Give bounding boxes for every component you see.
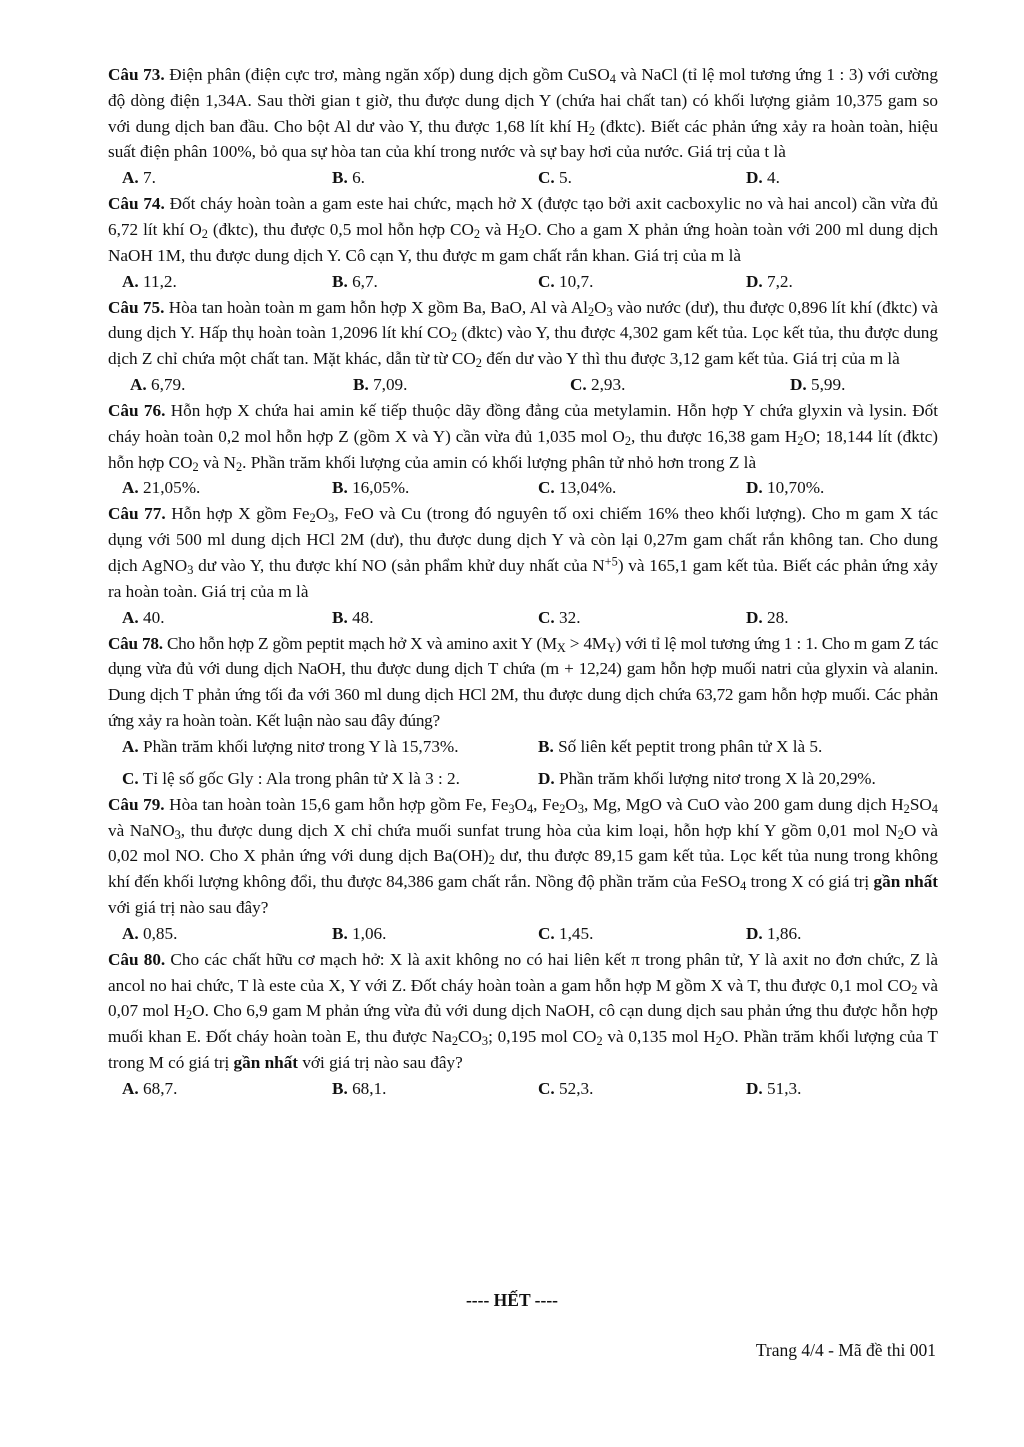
page-footer: Trang 4/4 - Mã đề thi 001 (755, 1340, 936, 1360)
option-d[interactable]: D. 1,86. (746, 923, 802, 943)
question-number: Câu 79. (108, 794, 165, 814)
question-77 (108, 501, 938, 630)
question-number: Câu 73. (108, 65, 165, 84)
exam-page (108, 62, 938, 1102)
option-d[interactable]: D. 51,3. (746, 1078, 802, 1098)
question-body: Điện phân (điện cực trơ, màng ngăn xốp) dung dịch gồm CuSO$_4$ và NaCl (tỉ lệ mol tương ứng 1 : 3) với cường độ dòng điện 1,34A. Sau thời gian t giờ, thu được dung dịch Y (chứa hai chất tan) có khối lượng giảm 10,375 gam so với dung dịch ban đầu. Cho bột Al dư vào Y, thu được 1,68 lít khí $H_2$ (đktc). Biết các phản ứng xảy ra hoàn toàn, hiệu suất điện phân 100%, bỏ qua sự hòa tan của khí trong nước và sự bay hơi của nước. Giá trị của t là (108, 65, 938, 162)
answer-options (108, 269, 938, 295)
question-75 (108, 295, 938, 398)
option-a[interactable]: A. 21,05%. (122, 478, 201, 498)
question-number: Câu 76. (108, 400, 166, 420)
option-a[interactable]: A. 40. (122, 607, 165, 627)
question-number: Câu 74. (108, 194, 165, 214)
question-body: Hòa tan hoàn toàn m gam hỗn hợp X gồm Ba, BaO, Al và $Al_2O_3$ vào nước (dư), thu được 0,896 lít khí (đktc) và dung dịch Y. Hấp thụ hoàn toàn 1,2096 lít khí $CO_2$ (đktc) vào Y, thu được 4,302 gam kết tủa. Lọc kết tủa, thu được dung dịch Z chỉ chứa một chất tan. Mặt khác, dẫn từ từ $CO_2$ đến dư vào Y thì thu được 3,12 gam kết tủa. Giá trị của m là (108, 297, 938, 371)
question-74 (108, 191, 938, 294)
answer-options (108, 605, 938, 631)
question-80 (108, 947, 938, 1102)
option-b[interactable]: B. 6,7. (332, 271, 378, 291)
option-a[interactable]: A. 11,2. (122, 271, 177, 291)
question-number: Câu 78. (108, 633, 163, 653)
option-b[interactable]: B. 6. (332, 168, 365, 188)
option-a[interactable]: A. 68,7. (122, 1078, 178, 1098)
option-c[interactable]: C. 2,93. (570, 374, 626, 394)
question-number: Câu 75. (108, 297, 165, 317)
question-body: Cho các chất hữu cơ mạch hở: X là axit không no có hai liên kết π trong phân tử, Y là axit no đơn chức, Z là ancol no hai chức, T là este của X, Y với Z. Đốt cháy hoàn toàn a gam hỗn hợp M gồm X và T, thu được 0,1 mol $CO_2$ và 0,07 mol $H_2O$. Cho 6,9 gam M phản ứng vừa đủ với dung dịch NaOH, cô cạn dung dịch sau phản ứng thu được hỗn hợp muối khan E. Đốt cháy hoàn toàn E, thu được $Na_2CO_3$; 0,195 mol $CO_2$ và 0,135 mol $H_2O$. Phần trăm khối lượng của T trong M có giá trị gần nhất với giá trị nào sau đây? (108, 949, 939, 1072)
option-d[interactable]: D. 28. (746, 607, 789, 627)
question-76 (108, 398, 938, 501)
option-b[interactable]: B. 68,1. (332, 1078, 387, 1098)
option-b[interactable]: B. Số liên kết peptit trong phân tử X là 5. (538, 736, 823, 756)
answer-options-row-2 (108, 766, 938, 792)
answer-options (108, 165, 938, 191)
question-73 (108, 62, 938, 191)
answer-options-row-1 (108, 734, 938, 766)
option-c[interactable]: C. 10,7. (538, 271, 594, 291)
option-c[interactable]: C. 13,04%. (538, 478, 617, 498)
question-body: Cho hỗn hợp Z gồm peptit mạch hở X và amino axit Y $(M_X > 4M_Y)$ với tỉ lệ mol tương ứng 1 : 1. Cho m gam Z tác dụng vừa đủ với dung dịch NaOH, thu được dung dịch T chứa (m + 12,24) gam hỗn hợp muối natri của glyxin và alanin. Dung dịch T phản ứng tối đa với 360 ml dung dịch HCl 2M, thu được dung dịch chứa 63,72 gam hỗn hợp muối. Các phản ứng xảy ra hoàn toàn. Kết luận nào sau đây đúng? (108, 633, 939, 730)
option-c[interactable]: C. 1,45. (538, 923, 594, 943)
option-d[interactable]: D. 5,99. (790, 374, 846, 394)
question-number: Câu 77. (108, 504, 166, 524)
option-a[interactable]: A. 6,79. (130, 374, 186, 394)
option-a[interactable]: A. 7. (122, 168, 156, 188)
question-body: Đốt cháy hoàn toàn a gam este hai chức, mạch hở X (được tạo bởi axit cacboxylic no và hai ancol) cần vừa đủ 6,72 lít khí $O_2$ (đktc), thu được 0,5 mol hỗn hợp $CO_2$ và $H_2O$. Cho a gam X phản ứng hoàn toàn với 200 ml dung dịch NaOH 1M, thu được dung dịch Y. Cô cạn Y, thu được m gam chất rắn khan. Giá trị của m là (108, 194, 938, 265)
option-d[interactable]: D. 4. (746, 168, 780, 188)
option-b[interactable]: B. 7,09. (353, 374, 408, 394)
option-c[interactable]: C. Tỉ lệ số gốc Gly : Ala trong phân tử X là 3 : 2. (122, 768, 460, 788)
option-d[interactable]: D. 7,2. (746, 271, 793, 291)
option-a[interactable]: A. 0,85. (122, 923, 178, 943)
question-body: Hỗn hợp X gồm $Fe_2O_3$, FeO và Cu (trong đó nguyên tố oxi chiếm 16% theo khối lượng). Cho m gam X tác dụng với 500 ml dung dịch HCl 2M (dư), thu được dung dịch Y và còn lại 0,27m gam chất rắn không tan. Cho dung dịch AgNO$_3$ dư vào Y, thu được khí NO (sản phẩm khử duy nhất của $N^{+5}$) và 165,1 gam kết tủa. Biết các phản ứng xảy ra hoàn toàn. Giá trị của m là (108, 504, 938, 601)
answer-options (108, 475, 938, 501)
option-c[interactable]: C. 5. (538, 168, 572, 188)
option-d[interactable]: D. 10,70%. (746, 478, 825, 498)
option-c[interactable]: C. 32. (538, 607, 581, 627)
answer-options (108, 1076, 938, 1102)
question-body: Hòa tan hoàn toàn 15,6 gam hỗn hợp gồm Fe, $Fe_3O_4$, $Fe_2O_3$, Mg, MgO và CuO vào 200 gam dung dịch $H_2SO_4$ và NaNO$_3$, thu được dung dịch X chỉ chứa muối sunfat trung hòa của kim loại, hỗn hợp khí Y gồm 0,01 mol $N_2O$ và 0,02 mol NO. Cho X phản ứng với dung dịch $Ba(OH)_2$ dư, thu được 89,15 gam kết tủa. Lọc kết tủa nung trong không khí đến khối lượng không đổi, thu được 84,386 gam chất rắn. Nồng độ phần trăm của FeSO$_4$ trong X có giá trị gần nhất với giá trị nào sau đây? (108, 794, 939, 917)
question-79 (108, 792, 938, 947)
option-c[interactable]: C. 52,3. (538, 1078, 594, 1098)
answer-options (108, 372, 938, 398)
option-d[interactable]: D. Phần trăm khối lượng nitơ trong X là 20,29%. (538, 768, 876, 788)
question-78 (108, 631, 938, 792)
option-b[interactable]: B. 16,05%. (332, 478, 410, 498)
end-marker: ---- HẾT ---- (465, 1290, 558, 1310)
option-a[interactable]: A. Phần trăm khối lượng nitơ trong Y là 15,73%. (122, 736, 459, 756)
option-b[interactable]: B. 1,06. (332, 923, 387, 943)
answer-options (108, 921, 938, 947)
question-body: Hỗn hợp X chứa hai amin kế tiếp thuộc dãy đồng đẳng của metylamin. Hỗn hợp Y chứa glyxin và lysin. Đốt cháy hoàn toàn 0,2 mol hỗn hợp Z (gồm X và Y) cần vừa đủ 1,035 mol $O_2$, thu được 16,38 gam $H_2O$; 18,144 lít (đktc) hỗn hợp $CO_2$ và $N_2$. Phần trăm khối lượng của amin có khối lượng phân tử nhỏ hơn trong Z là (108, 400, 938, 474)
option-b[interactable]: B. 48. (332, 607, 374, 627)
question-number: Câu 80. (108, 949, 166, 969)
